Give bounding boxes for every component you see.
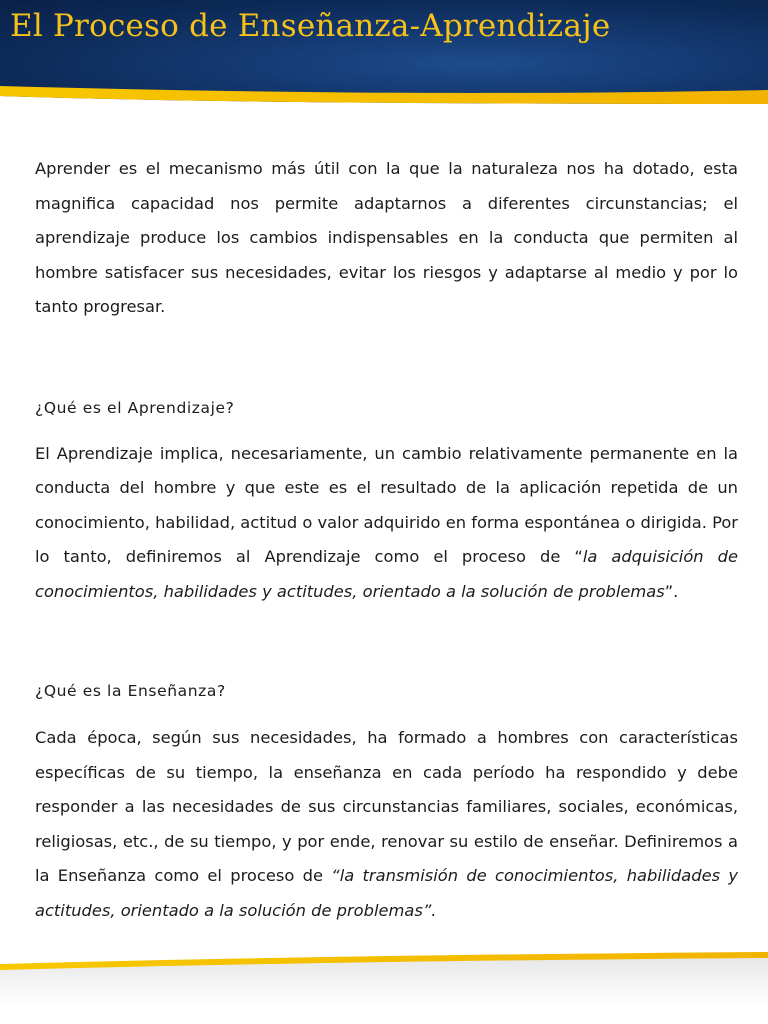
paragraph-ensenanza-text: Cada época, según sus necesidades, ha formado a hombres con características específicas de su tiempo, la enseñanza en cada período ha respondido y debe responder a las necesidades de sus circunstancias familiares, sociales, económicas, religiosas, etc., de su tiempo, y por ende, renovar su estilo de enseñar. Definiremos a la Enseñanza como el proceso de bbox=[35, 728, 738, 885]
footer-decoration bbox=[0, 944, 768, 1024]
header-banner bbox=[0, 0, 768, 116]
paragraph-aprendizaje bbox=[35, 437, 738, 610]
page-title: El Proceso de Enseñanza-Aprendizaje bbox=[10, 8, 611, 44]
paragraph-aprendizaje-end: ”. bbox=[664, 581, 679, 601]
paragraph-aprendizaje-text: El Aprendizaje implica, necesariamente, un cambio relativamente permanente en la conducta del hombre y que este es el resultado de la aplicación repetida de un conocimiento, habilidad, actitud o valor adquirido en forma espontánea o dirigida. Por lo tanto, definiremos al Aprendizaje como el proceso de “ bbox=[35, 443, 738, 566]
paragraph-ensenanza bbox=[35, 721, 738, 928]
heading-aprendizaje: ¿Qué es el Aprendizaje? bbox=[35, 398, 235, 417]
intro-paragraph: Aprender es el mecanismo más útil con la que la naturaleza nos ha dotado, esta magnifica capacidad nos permite adaptarnos a diferentes circunstancias; el aprendizaje produce los cambios indispensables en la conducta que permiten al hombre satisfacer sus necesidades, evitar los riesgos y adaptarse al medio y por lo tanto progresar. bbox=[35, 159, 738, 316]
heading-ensenanza: ¿Qué es la Enseñanza? bbox=[35, 682, 226, 700]
footer-swoosh bbox=[0, 944, 768, 1024]
document-body bbox=[35, 152, 738, 928]
paragraph-ensenanza-definition: “la transmisión de conocimientos, habilidades y actitudes, orientado a la solución de problemas”. bbox=[35, 866, 739, 920]
paragraph-aprendizaje-definition: la adquisición de conocimientos, habilidades y actitudes, orientado a la solución de problemas bbox=[35, 547, 738, 601]
